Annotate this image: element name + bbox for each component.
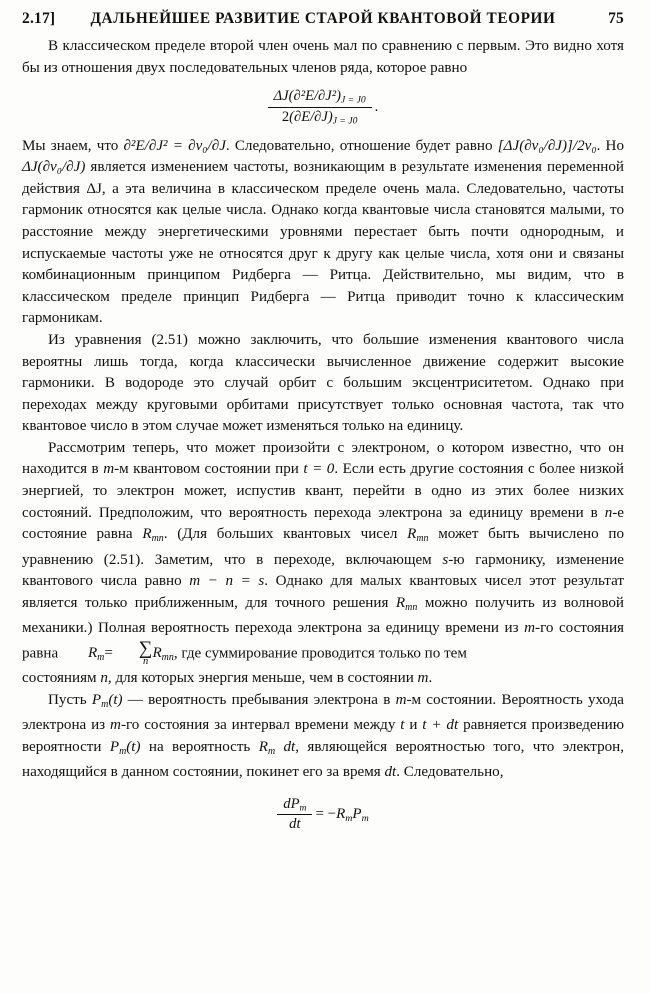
running-title: ДАЛЬНЕЙШЕЕ РАЗВИТИЕ СТАРОЙ КВАНТОВОЙ ТЕОРИИ: [90, 10, 556, 27]
paragraph-2: Мы знаем, что ∂²E/∂J² = ∂ν₀/∂J. Следовательно, отношение будет равно [ΔJ(∂ν₀/∂J)]/2ν₀. Но ΔJ(∂ν₀/∂J) является изменением частоты, возникающим в результате изменения переменной действия ΔJ, а эта величина в классическом пределе очень мала. Следовательно, частоты гармоник относятся как целые числа. Однако когда квантовые числа становятся малыми, то расстояние между энергетическими уровнями перестает быть почти однородным, и испускаемые частоты уже не относятся друг к другу как целые числа, хотя они и связаны комбинационным принципом Ридберга — Ритца. Действительно, мы видим, что в классическом пределе принцип Ридберга — Ритца приводит точно к классическим гармоникам.: [22, 137, 624, 327]
page-number: 75: [608, 10, 624, 27]
fraction-dpm-dt: [277, 796, 312, 834]
paragraph-4: Рассмотрим теперь, что может произойти с электроном, о котором известно, что он находится в m-м квантовом состоянии при t = 0. Если есть другие состояния с более низкой энергией, то электрон может, испустив квант, перейти в одно из этих более низких состояний. Предположим, что вероятность перехода электрона за единицу времени в n-е состояние равна $R_{mn}$. (Для больших квантовых чисел $R_{mn}$ может быть вычислено по уравнению (2.51). Заметим, что в переходе, включающем s-ю гармонику, изменение квантового числа равно m − n = s. Однако для малых квантовых чисел этот результат является только приближенным, для точного решения $R_{mn}$ можно получить из волновой механики.) Полная вероятность перехода электрона за единицу времени из m-го состояния равна $R_m=$ ∑ n $R_{mn}$, где суммирование проводится только по тем: [22, 439, 624, 667]
paragraph-3: Из уравнения (2.51) можно заключить, что большие изменения квантового числа вероятны лишь тогда, когда классически вычисленное движение содержит высокие гармоники. В водороде это случай орбит с большим эксцентриситетом. Однако при переходах между круговыми орбитами присутствует только основная частота, так что квантовое число в этом случае может изменяться только на единицу.: [22, 331, 624, 435]
math-inline-2: [ΔJ(∂ν₀/∂J)]/2ν₀: [497, 137, 597, 154]
paragraph-5: Пусть $P_m(t)$ — вероятность пребывания электрона в m-м состоянии. Вероятность ухода электрона из m-го состояния за интервал времени между t и t + dt равняется произведению вероятности $P_m(t)$ на вероятность $R_m$ dt, являющейся вероятностью того, что электрон, находящийся в данном состоянии, покинет его за время dt. Следовательно,: [22, 691, 625, 781]
fraction-denominator: $2(\partial E/\partial J)_{J = J0}$: [281, 108, 358, 127]
formula-period: .: [374, 98, 379, 115]
section-number: 2.17]: [22, 10, 56, 27]
math-inline-3: ΔJ(∂ν₀/∂J): [22, 159, 86, 176]
fraction-numerator: $\Delta J(\partial^2E/\partial J^2)_{J = J0}$: [268, 88, 372, 108]
formula-differential-equation: [22, 796, 624, 834]
body-text: [22, 36, 624, 833]
fraction-numerator: $dP_m$: [277, 796, 312, 816]
formula-ratio: [22, 88, 624, 126]
paragraph-1: В классическом пределе второй член очень мал по сравнению с первым. Это видно хотя бы из отношения двух последовательных членов ряда, которое равно: [22, 38, 624, 76]
page-header: [22, 10, 624, 28]
paragraph-4-cont: состояниям n, для которых энергия меньше, чем в состоянии m.: [22, 670, 433, 687]
fraction-denominator: dt: [289, 816, 301, 833]
equation-total-rate: $R_m=$ ∑ n $R_{mn}$: [87, 637, 174, 667]
math-inline-1: ∂²E/∂J² = ∂ν₀/∂J: [123, 137, 226, 154]
equation-rhs: = $-R_mP_m$: [315, 805, 369, 824]
fraction: [268, 88, 372, 126]
summation-symbol: ∑ n: [138, 637, 153, 667]
